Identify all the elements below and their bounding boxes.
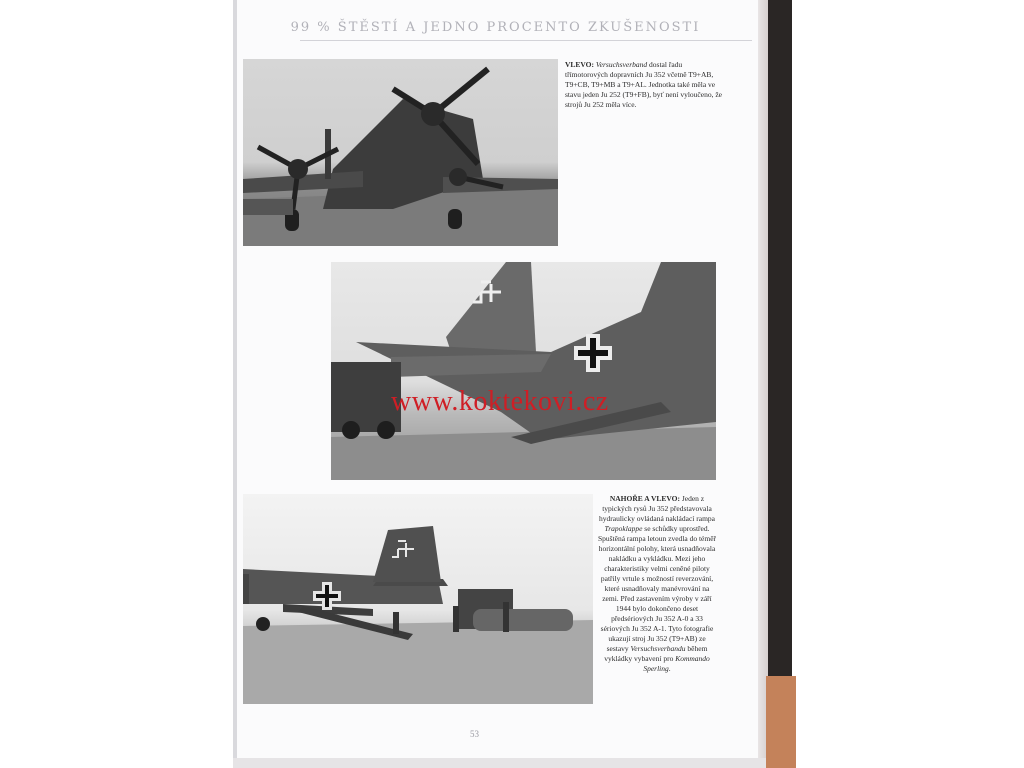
page-bottom-margin <box>233 758 766 768</box>
running-header: 99 % ŠTĚSTÍ A JEDNO PROCENTO ZKUŠENOSTI <box>290 20 701 35</box>
caption-top-lead: VLEVO: <box>565 60 595 69</box>
book-spine <box>768 0 792 768</box>
photo-ju352-front <box>243 59 558 246</box>
caption-bottom-lead: NAHOŘE A VLEVO: <box>609 494 680 503</box>
caption-top <box>565 60 725 110</box>
caption-bottom-italic2: Versuchsverbandu <box>630 644 686 653</box>
page-edge <box>233 0 237 768</box>
caption-bottom-part3: během vykládky vybavení pro <box>604 644 708 663</box>
caption-bottom-italic3: Kommando Sperling <box>643 654 710 673</box>
page-number: 53 <box>470 729 479 739</box>
caption-bottom <box>597 494 717 674</box>
caption-bottom-part2: se schůdky uprostřed. Spuštěná rampa letoun zvedla do téměř horizontální polohy, která usnadňovala nakládku a vykládku. Mezi jeho charakteristiky velmi ceněné piloty patřily vrtule s možností reverzování, které usnadňovaly manévrování na zemi. Před zastavením výroby v září 1944 bylo dokončeno deset předsériových Ju 352 A-0 a 33 sériových Ju 352 A-1. Tyto fotografie ukazují stroj Ju 352 (T9+AB) ze sestavy <box>597 524 717 653</box>
caption-top-text: dostal řadu třímotorových dopravních Ju 352 včetně T9+AB, T9+CB, T9+MB a T9+AL. Jednotka také měla ve stavu jeden Ju 252 (T9+FB), byť není vyloučeno, že strojů Ju 252 měla více. <box>565 60 722 109</box>
photo-ju352-side <box>243 494 593 704</box>
caption-top-italic: Versuchsverband <box>595 60 648 69</box>
gutter-shadow <box>758 0 768 768</box>
photo-ju352-tail-ramp <box>331 262 716 480</box>
caption-bottom-italic1: Trapoklappe <box>604 524 643 533</box>
photo-ju352-tail-drawing <box>331 262 716 480</box>
caption-bottom-part1: Jeden z typických rysů Ju 352 představovala hydraulicky ovládaná nakládací rampa <box>599 494 715 523</box>
photo-ju352-side-drawing <box>243 494 593 704</box>
header-rule <box>300 40 752 41</box>
caption-bottom-part4: . <box>668 664 671 673</box>
watermark-text: www.koktekovi.cz <box>391 386 609 417</box>
book-cover-edge <box>766 676 796 768</box>
photo-ju352-front-drawing <box>243 59 558 246</box>
